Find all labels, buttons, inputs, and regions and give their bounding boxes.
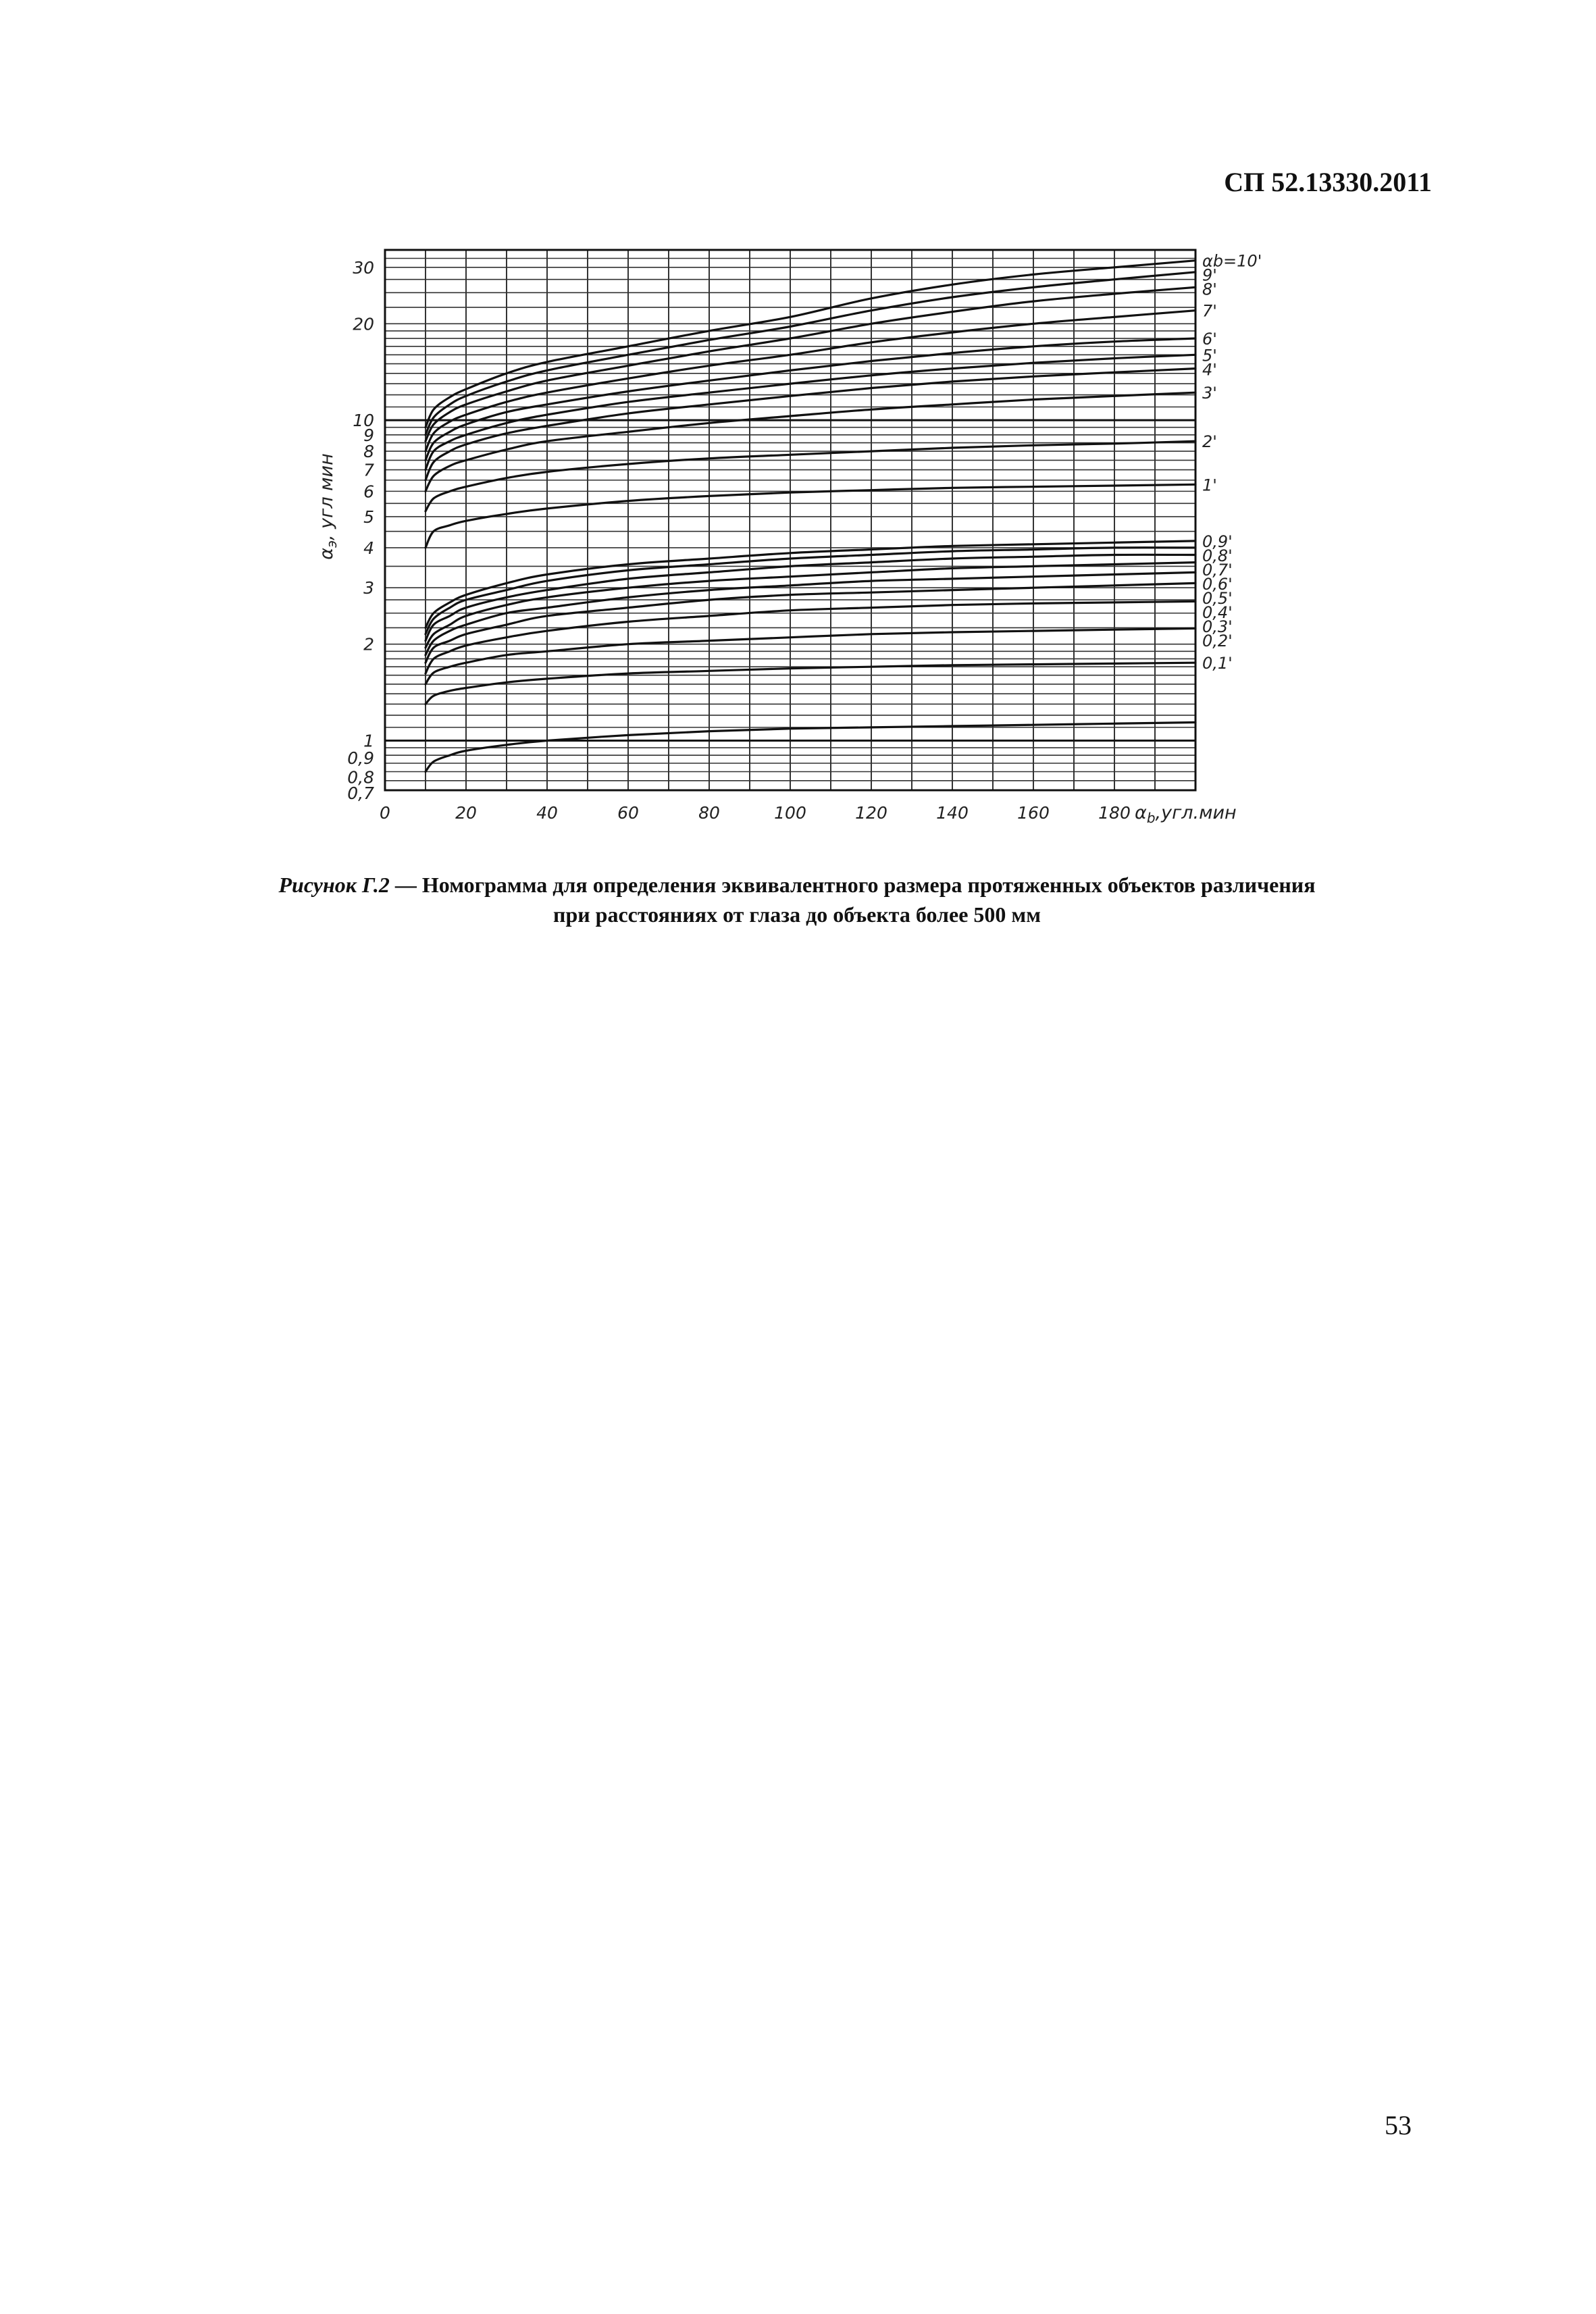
curve-label: 3' (1202, 384, 1217, 403)
curve-label: 0,3' (1202, 617, 1233, 636)
y-tick-label: 4 (363, 538, 374, 558)
x-axis-label (1135, 802, 1237, 826)
curve-label: 7' (1202, 301, 1217, 321)
y-tick-label: 0,9 (347, 748, 374, 769)
curve-labels (1202, 252, 1262, 673)
y-tick-label: 20 (353, 314, 374, 334)
y-tick-label: 0,8 (347, 767, 374, 788)
x-axis-unit: ,угл.мин (1155, 802, 1237, 823)
curve-label: 6' (1202, 330, 1217, 349)
y-tick-label: 9 (363, 425, 374, 445)
page-number: 53 (1385, 2110, 1412, 2140)
x-tick-label: 160 (1017, 803, 1050, 823)
curve-label: 5' (1202, 346, 1217, 365)
curve-label: 1' (1202, 475, 1217, 495)
x-tick-labels (380, 803, 1131, 823)
caption-line-2: при расстояниях от глаза до объекта более 500 мм (553, 902, 1041, 927)
y-tick-label: 2 (363, 634, 374, 654)
curve-label: 0,4' (1202, 602, 1233, 622)
series-line-20 (426, 723, 1195, 772)
y-tick-labels (347, 258, 374, 803)
curve-label: 0,2' (1202, 631, 1233, 650)
curve-label: 0,7' (1202, 560, 1233, 580)
curve-label: αb=10' (1202, 251, 1262, 271)
x-tick-label: 100 (774, 803, 806, 823)
y-tick-label: 1 (363, 731, 374, 751)
x-tick-label: 120 (855, 803, 887, 823)
y-tick-label: 7 (363, 460, 374, 480)
x-tick-label: 60 (617, 803, 639, 823)
curve-label: 0,1' (1202, 654, 1233, 673)
y-tick-label: 30 (353, 257, 374, 278)
x-axis-subscript: b (1146, 810, 1156, 826)
y-axis-unit: , угл мин (316, 453, 337, 540)
x-tick-label: 180 (1098, 803, 1131, 823)
y-tick-label: 0,7 (347, 783, 374, 803)
curve-label: 0,8' (1202, 546, 1233, 565)
figure-label: Рисунок Г.2 (278, 873, 390, 897)
x-tick-label: 0 (380, 803, 390, 823)
figure-caption (203, 870, 1391, 929)
y-tick-label: 3 (363, 578, 374, 598)
y-axis-subscript: э (324, 540, 340, 548)
grid (385, 250, 1195, 790)
x-tick-label: 80 (698, 803, 720, 823)
caption-dash: — (389, 873, 422, 897)
series-line-18 (426, 628, 1195, 684)
y-tick-label: 8 (363, 442, 374, 462)
x-tick-label: 140 (936, 803, 969, 823)
series-line-10 (426, 484, 1195, 548)
series-line-7 (426, 369, 1195, 480)
x-tick-label: 20 (455, 803, 477, 823)
x-tick-label: 40 (536, 803, 558, 823)
series-group (426, 261, 1195, 772)
nomogram-chart (297, 223, 1324, 844)
y-tick-label: 10 (353, 411, 374, 431)
x-axis-symbol: α (1135, 802, 1147, 823)
curve-label: 9' (1202, 265, 1217, 285)
document-code: СП 52.13330.2011 (1224, 167, 1432, 197)
curve-label: 2' (1202, 432, 1217, 452)
series-line-15 (426, 572, 1195, 654)
curve-label: 8' (1202, 280, 1217, 299)
y-axis-symbol: α (316, 547, 337, 560)
curve-label: 0,6' (1202, 574, 1233, 594)
curve-label: 0,9' (1202, 532, 1233, 551)
curve-label: 4' (1202, 360, 1217, 380)
y-tick-label: 5 (363, 507, 374, 527)
caption-text-1: Номограмма для определения эквивалентного размера протяженных объектов различения (421, 873, 1316, 897)
caption-line-1 (203, 870, 1391, 900)
curve-label: 0,5' (1202, 588, 1233, 608)
y-tick-label: 6 (363, 482, 374, 502)
y-axis-label (316, 453, 340, 560)
series-line-19 (426, 663, 1195, 704)
